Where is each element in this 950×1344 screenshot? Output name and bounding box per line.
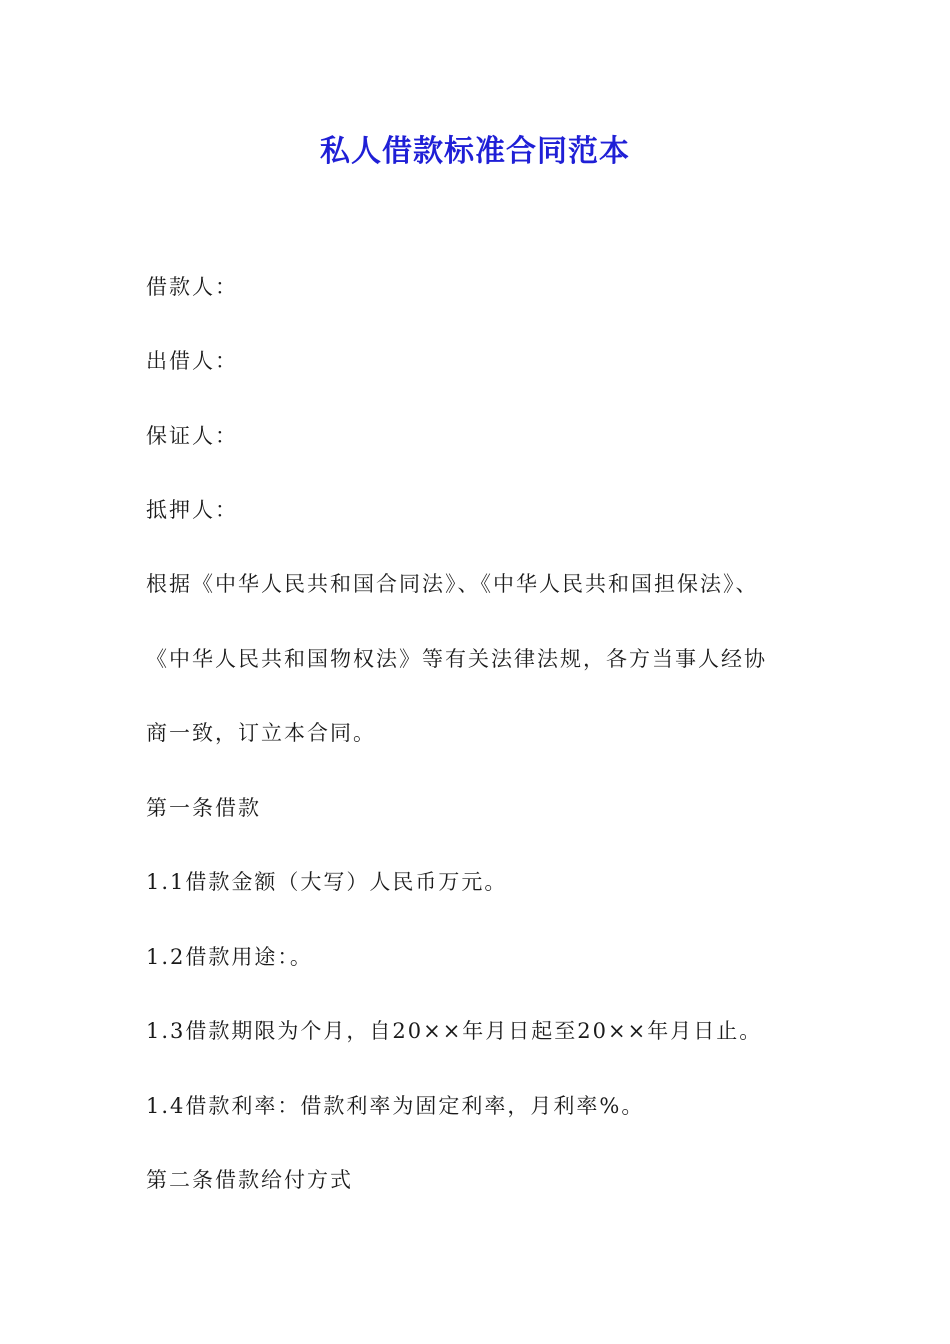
preamble-line-3: 商一致，订立本合同。 [146,721,376,745]
preamble-line-1: 根据《中华人民共和国合同法》、《中华人民共和国担保法》、 [146,572,759,596]
document-title: 私人借款标准合同范本 [320,134,630,169]
clause-1-3: 1.3借款期限为个月，自20××年月日起至20××年月日止。 [146,1019,763,1043]
preamble-line-2: 《中华人民共和国物权法》等有关法律法规，各方当事人经协 [146,647,767,671]
mortgagor-line: 抵押人： [146,498,238,522]
borrower-line: 借款人： [146,275,238,299]
lender-line: 出借人： [146,349,238,373]
article-2-heading: 第二条借款给付方式 [146,1168,353,1192]
guarantor-line: 保证人： [146,424,238,448]
clause-1-1: 1.1借款金额（大写）人民币万元。 [146,870,508,894]
clause-1-4: 1.4借款利率：借款利率为固定利率，月利率%。 [146,1094,645,1118]
clause-1-2: 1.2借款用途：。 [146,945,313,969]
article-1-heading: 第一条借款 [146,796,261,820]
